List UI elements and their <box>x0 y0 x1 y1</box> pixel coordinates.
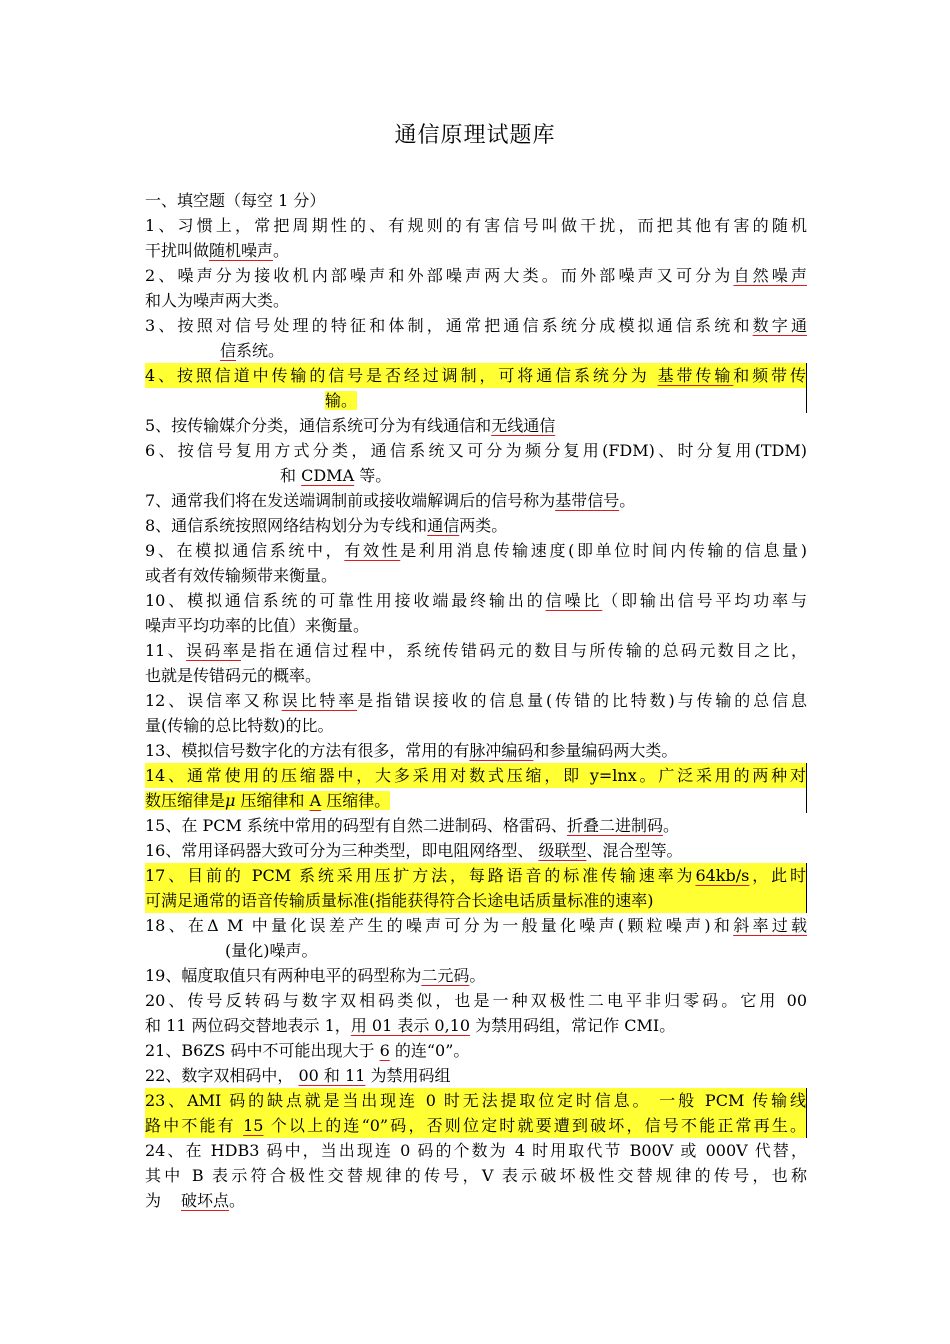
question-18-line-2: (量化)噪声。 <box>225 941 318 960</box>
question-24-line-2: 其中 B 表示符合极性交替规律的传号，V 表示破坏极性交替规律的传号，也称 <box>145 1166 807 1185</box>
answer-4: 基带传输 <box>657 366 734 385</box>
question-24-line-3: 为 破坏点。 <box>145 1191 246 1210</box>
answer-8: 通信 <box>427 516 460 535</box>
question-7: 7、通常我们将在发送端调制前或接收端解调后的信号称为基带信号。 <box>145 491 636 510</box>
question-9-line-1: 9、在模拟通信系统中，有效性是利用消息传输速度(即单位时间内传输的信息量) <box>145 541 807 560</box>
question-1-line-1: 1、习惯上，常把周期性的、有规则的有害信号叫做干扰，而把其他有害的随机 <box>145 216 807 235</box>
question-23-line-2: 路中不能有 15 个以上的连“0”码，否则位定时就要遭到破坏，信号不能正常再生。 <box>145 1113 807 1138</box>
answer-6: CDMA <box>301 466 355 485</box>
document-title: 通信原理试题库 <box>394 123 556 148</box>
question-10-line-2: 噪声平均功率的比值）来衡量。 <box>145 616 370 635</box>
answer-24: 破坏点 <box>181 1191 230 1210</box>
question-list <box>145 188 807 1213</box>
answer-2: 自然噪声 <box>733 266 807 285</box>
question-14-line-1: 14、通常使用的压缩器中，大多采用对数式压缩，即 y=lnx。广泛采用的两种对 <box>145 763 807 788</box>
question-24-line-1: 24、在 HDB3 码中，当出现连 0 码的个数为 4 时用取代节 B00V 或 000V 代替， <box>145 1141 807 1160</box>
answer-1: 随机噪声 <box>209 241 274 260</box>
mu-symbol: μ <box>225 791 236 810</box>
question-22: 22、数字双相码中， 00 和 11 为禁用码组 <box>145 1066 451 1085</box>
answer-11: 误码率 <box>186 641 242 660</box>
answer-12: 误比特率 <box>281 691 358 710</box>
answer-19: 二元码 <box>421 966 470 985</box>
question-20-line-1: 20、传号反转码与数字双相码类似，也是一种双极性二电平非归零码。它用 00 <box>145 991 807 1010</box>
question-11-line-1: 11、误码率是指在通信过程中，系统传错码元的数目与所传输的总码元数目之比， <box>145 641 807 660</box>
question-1-line-2: 干扰叫做随机噪声。 <box>145 241 290 260</box>
question-3-line-2: 信系统。 <box>220 341 285 360</box>
question-11-line-2: 也就是传错码元的概率。 <box>145 666 322 685</box>
answer-3-part-2: 信 <box>220 341 237 360</box>
section-heading: 一、填空题（每空 1 分） <box>145 191 326 210</box>
question-4-line-1: 4、按照信道中传输的信号是否经过调制，可将通信系统分为 基带传输和频带传 <box>145 363 807 388</box>
question-16: 16、常用译码器大致可分为三种类型，即电阻网络型、 级联型、混合型等。 <box>145 841 683 860</box>
answer-20: 用 01 表示 0,10 <box>350 1016 471 1035</box>
question-19: 19、幅度取值只有两种电平的码型称为二元码。 <box>145 966 486 985</box>
answer-15: 折叠二进制码 <box>566 816 663 835</box>
question-2-line-1: 2、噪声分为接收机内部噪声和外部噪声两大类。而外部噪声又可分为自然噪声 <box>145 266 807 285</box>
answer-3-part-1: 数字通 <box>752 316 807 335</box>
question-15: 15、在 PCM 系统中常用的码型有自然二进制码、格雷码、折叠二进制码。 <box>145 816 679 835</box>
answer-14: A <box>309 791 322 810</box>
answer-23: 15 <box>243 1116 264 1135</box>
answer-21: 6 <box>379 1041 390 1060</box>
question-17-line-1: 17、目前的 PCM 系统采用压扩方法，每路语音的标准传输速率为64kb/s，此时 <box>145 863 807 888</box>
answer-17: 64kb/s <box>695 866 750 885</box>
answer-16: 级联型 <box>538 841 587 860</box>
question-6-line-1: 6、按信号复用方式分类，通信系统又可分为频分复用(FDM)、时分复用(TDM) <box>145 441 807 460</box>
question-18-line-1: 18、在Δ M 中量化误差产生的噪声可分为一般量化噪声(颗粒噪声)和斜率过载 <box>145 916 807 935</box>
question-10-line-1: 10、模拟通信系统的可靠性用接收端最终输出的信噪比（即输出信号平均功率与 <box>145 591 807 610</box>
question-13: 13、模拟信号数字化的方法有很多，常用的有脉冲编码和参量编码两大类。 <box>145 741 678 760</box>
question-17-line-2: 可满足通常的语音传输质量标准(指能获得符合长途电话质量标准的速率) <box>145 888 807 913</box>
question-6-line-2: 和 CDMA 等。 <box>280 466 392 485</box>
answer-22: 00 和 11 <box>298 1066 366 1085</box>
answer-18: 斜率过载 <box>733 916 807 935</box>
answer-13: 脉冲编码 <box>469 741 534 760</box>
answer-7: 基带信号 <box>555 491 620 510</box>
question-20-line-2: 和 11 两位码交替地表示 1，用 01 表示 0,10 为禁用码组，常记作 CMI。 <box>145 1016 676 1035</box>
question-2-line-2: 和人为噪声两大类。 <box>145 291 290 310</box>
question-23-line-1: 23、AMI 码的缺点就是当出现连 0 时无法提取位定时信息。 一般 PCM 传输线 <box>145 1088 807 1113</box>
question-14-line-2: 数压缩律是μ 压缩律和 A 压缩律。 <box>145 788 807 813</box>
answer-9: 有效性 <box>344 541 401 560</box>
question-21: 21、B6ZS 码中不可能出现大于 6 的连“0”。 <box>145 1041 470 1060</box>
question-9-line-2: 或者有效传输频带来衡量。 <box>145 566 338 585</box>
question-12-line-1: 12、误信率又称误比特率是指错误接收的信息量(传错的比特数)与传输的总信息 <box>145 691 807 710</box>
question-4-line-2: 输。 <box>145 388 807 413</box>
answer-10: 信噪比 <box>545 591 603 610</box>
question-12-line-2: 量(传输的总比特数)的比。 <box>145 716 334 735</box>
question-8: 8、通信系统按照网络结构划分为专线和通信两类。 <box>145 516 508 535</box>
answer-5: 无线通信 <box>491 416 556 435</box>
question-5: 5、按传输媒介分类，通信系统可分为有线通信和无线通信 <box>145 416 556 435</box>
question-3-line-1: 3、按照对信号处理的特征和体制，通常把通信系统分成模拟通信系统和数字通 <box>145 316 807 335</box>
